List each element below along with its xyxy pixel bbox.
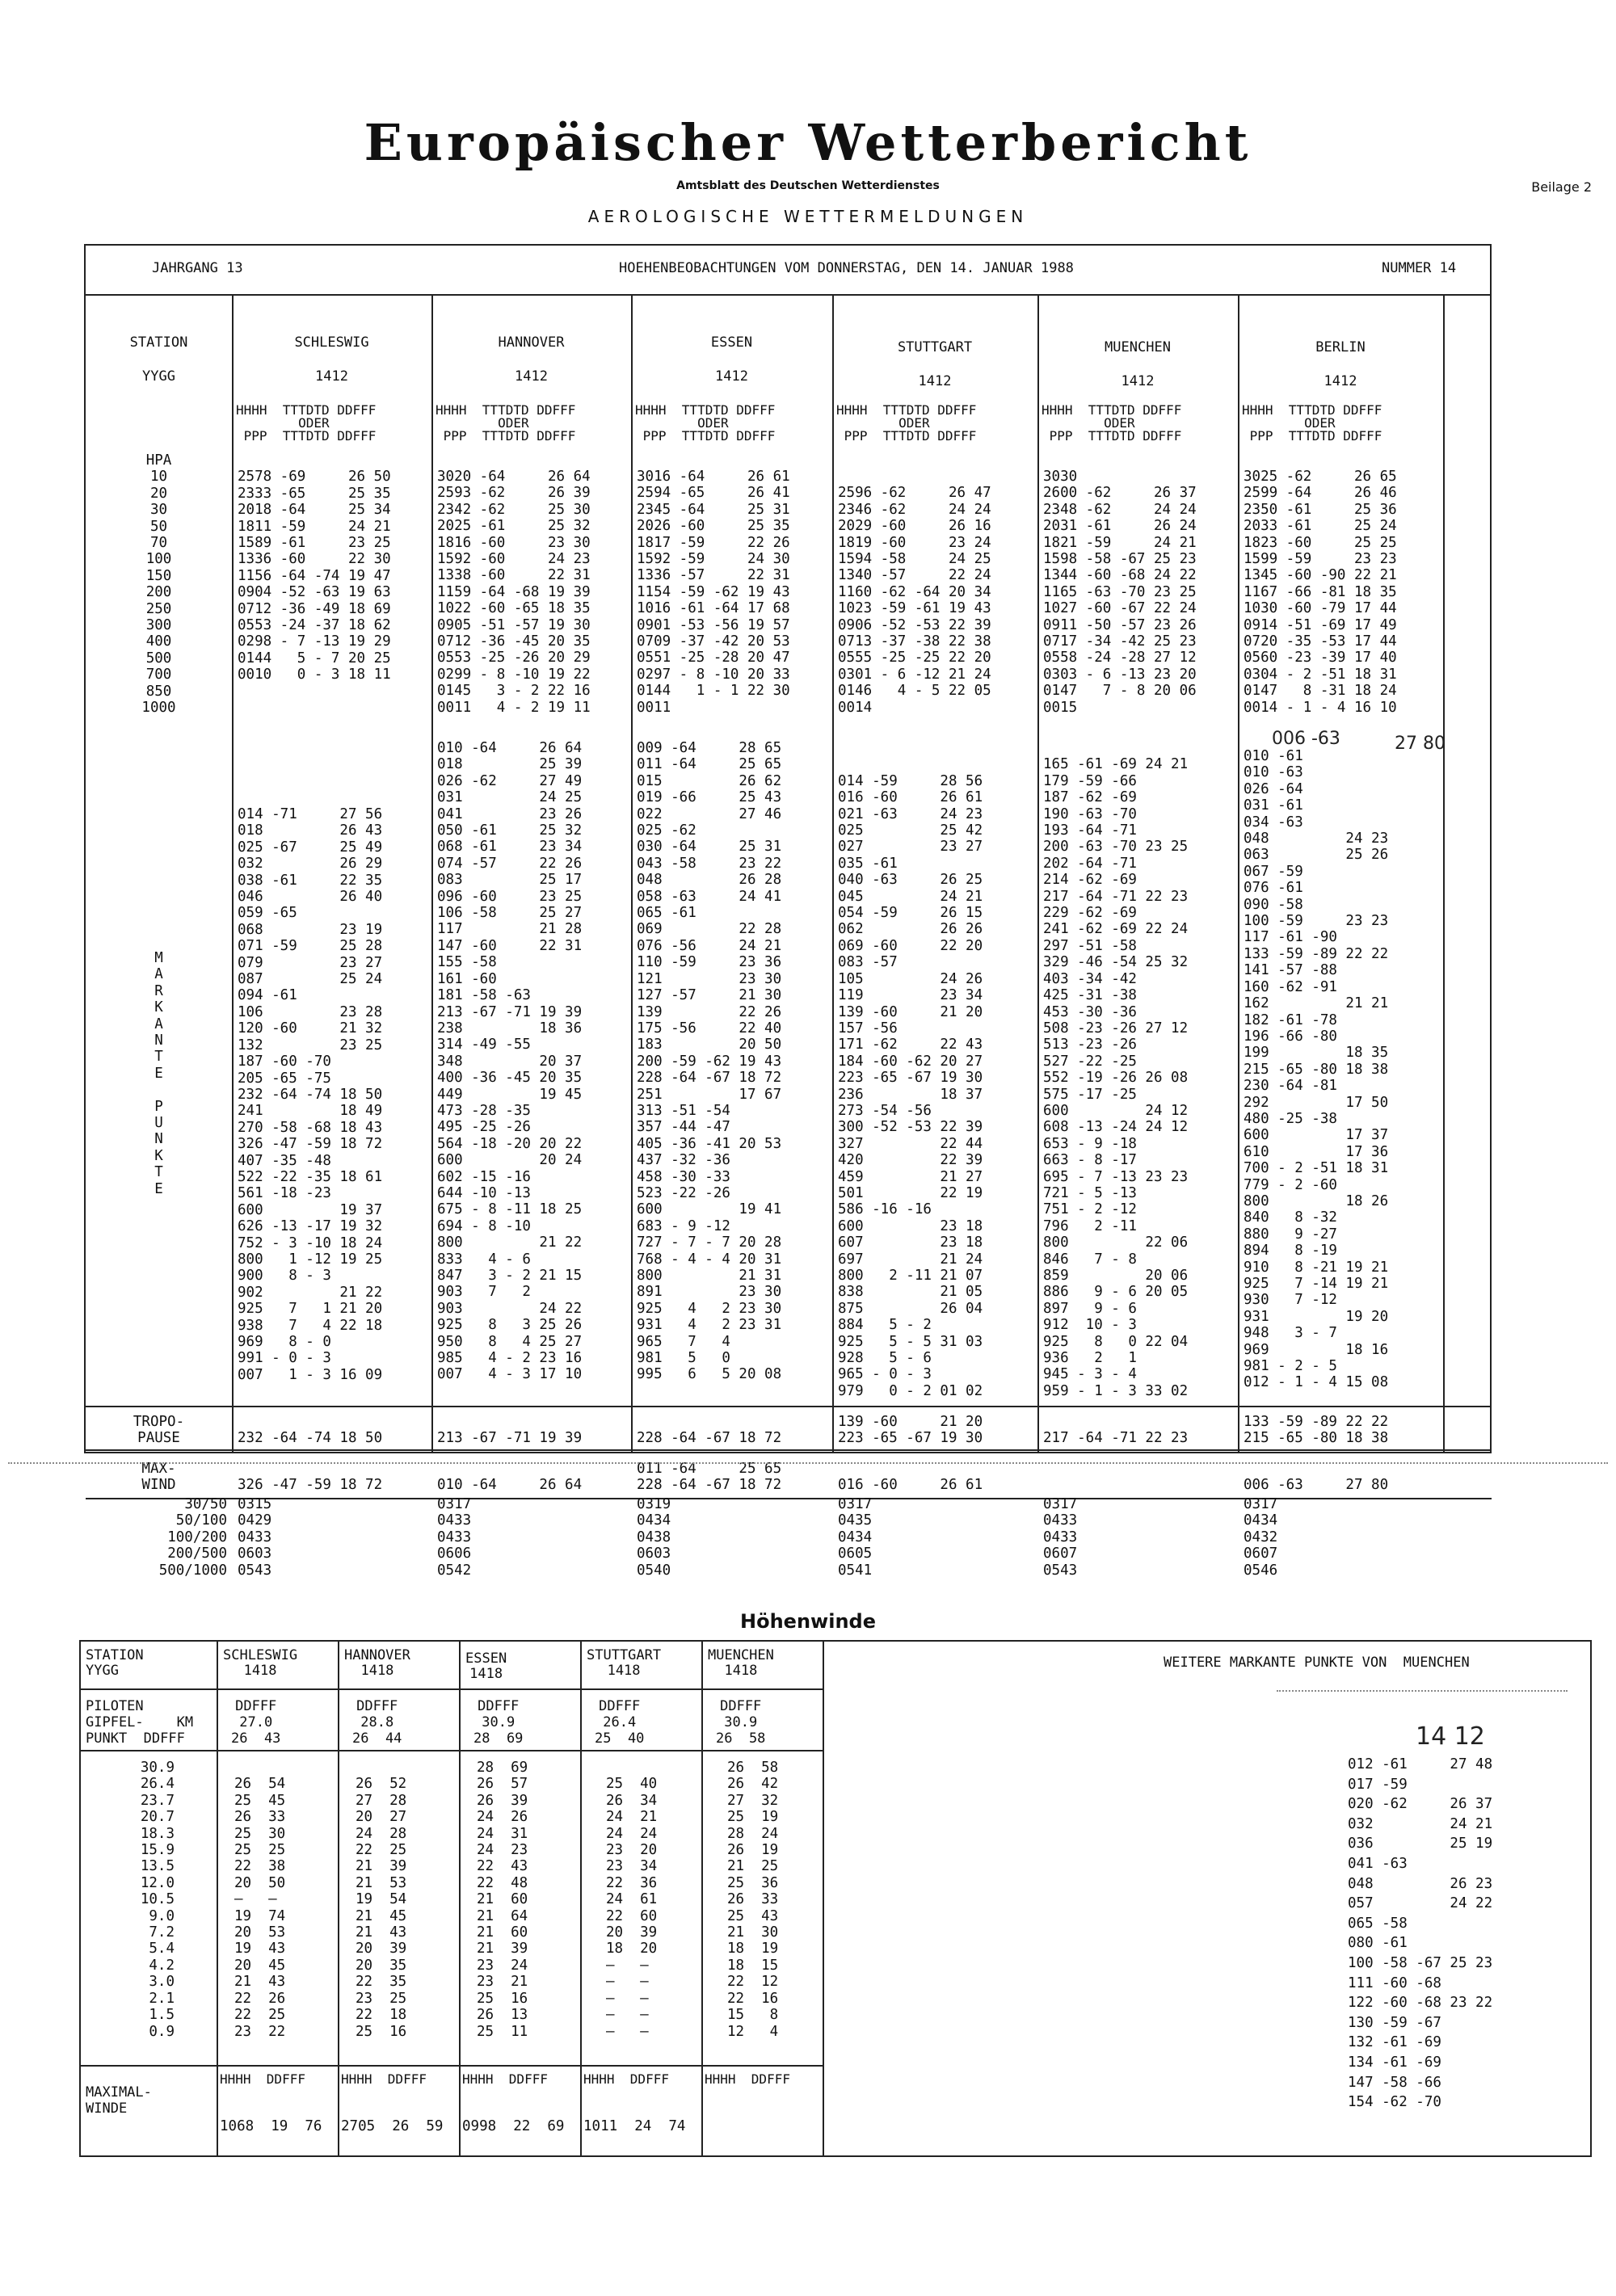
hw-maxhead-essen: HHHH DDFFF [462,2071,548,2087]
handwritten-berlin-mark-value: 27 80 [1395,734,1446,754]
tropo-schleswig: 232 -64 -74 18 50 [238,1430,383,1447]
aerologische-heading: AEROLOGISCHE WETTERMELDUNGEN [587,207,1029,226]
station-berlin: BERLIN [1315,339,1366,355]
markante-berlin: 010 -61 010 -63 026 -64 031 -61 034 -63 048 24 23 063 25 26 067 -59 076 -61 090 -58 100 -59 23 23 117 -61 -90 133 -59 -89 22 22 141 -57 -88 160 -62 -91 162 21 21 182 -61 -78 196 -66 -80 199 18 35 215 -65 -80 18 38 230 -64 -81 292 17 50 480 -25 -38 600 17 37 610 17 36 700 - 2 -51 18 31 779 - 2 -60 800 18 26 840 8 -32 880 9 -27 894 8 -19 910 8 -21 19 21 925 7 -14 19 21 930 7 -12 931 19 20 948 3 - 7 969 18 16 981 - 2 - 5 012 - 1 - 4 15 08 [1244,748,1389,1391]
hw-max-schleswig: 1068 19 76 [220,2118,322,2134]
tropo-stuttgart: 139 -60 21 20 223 -65 -67 19 30 [838,1414,983,1447]
page-title: Europäischer Wetterbericht [364,113,1252,172]
observation-date: HOEHENBEOBACHTUNGEN VOM DONNERSTAG, DEN 14. JANUAR 1988 [619,260,1074,276]
hw-head-hannover: DDFFF 28.8 26 44 [352,1698,402,1747]
hw-maxhead-stuttgart: HHHH DDFFF [583,2071,669,2087]
maxwind-berlin: 006 -63 27 80 [1244,1477,1389,1494]
hw-station-muenchen: MUENCHEN 1418 [708,1647,774,1679]
hw-values-stuttgart: 25 40 26 34 24 21 24 24 23 20 23 34 22 36 24 61 22 60 20 39 18 20 – – – – – – – – – – [606,1776,658,2040]
colhead-schleswig: HHHH TTTDTD DDFFF ODER PPP TTTDTD DDFFF [236,402,377,444]
yygg-muenchen: 1412 [1121,373,1155,389]
hw-values-schleswig: 26 54 25 45 26 33 25 30 25 25 22 38 20 50 – – 19 74 20 53 19 43 20 45 21 43 22 26 22 25 23 22 [234,1776,286,2040]
tropo-berlin: 133 -59 -89 22 22 215 -65 -80 18 38 [1244,1414,1389,1447]
hw-head-stuttgart: DDFFF 26.4 25 40 [595,1698,645,1747]
markante-muenchen: 165 -61 -69 24 21 179 -59 -66 187 -62 -69 190 -63 -70 193 -64 -71 200 -63 -70 23 25 202 -64 -71 214 -62 -69 217 -64 -71 22 23 229 -62 -69 241 -62 -69 22 24 297 -51 -58 329 -46 -54 25 32 403 -34 -42 425 -31 -38 453 -30 -36 508 -23 -26 27 12 513 -23 -26 527 -22 -25 552 -19 -26 26 08 575 -17 -25 600 24 12 608 -13 -24 24 12 653 - 9 -18 663 - 8 -17 695 - 7 -13 23 23 721 - 5 -13 751 - 2 -12 796 2 -11 800 22 06 846 7 - 8 859 20 06 886 9 - 6 20 05 897 9 - 6 912 10 - 3 925 8 0 22 04 936 2 1 945 - 3 - 4 959 - 1 - 3 33 02 [1043,756,1189,1399]
hoehenwinde-title: Höhenwinde [740,1610,876,1633]
tropopause-label: TROPO- PAUSE [133,1414,185,1447]
hw-piloten-label: PILOTEN GIPFEL- KM PUNKT DDFFF [86,1698,194,1747]
layers-essen: 0319 0434 0438 0603 0540 [637,1496,671,1579]
std-levels-berlin: 3025 -62 26 65 2599 -64 26 46 2350 -61 25 36 2033 -61 25 24 1823 -60 25 25 1599 -59 23 23 1345 -60 -90 22 21 1167 -66 -81 18 35 1030 -60 -79 17 44 0914 -51 -69 17 49 0720 -35 -53 17 44 0560 -23 -39 17 40 0304 - 2 -51 18 31 0147 8 -31 18 24 0014 - 1 - 4 16 10 [1244,469,1397,716]
weitere-label: WEITERE MARKANTE PUNKTE VON MUENCHEN [1164,1655,1470,1671]
maxwind-stuttgart: 016 -60 26 61 [838,1477,983,1494]
std-levels-essen: 3016 -64 26 61 2594 -65 26 41 2345 -64 25 31 2026 -60 25 35 1817 -59 22 26 1592 -59 24 30 1336 -57 22 31 1154 -59 -62 19 43 1016 -61 -64 17 68 0901 -53 -56 19 57 0709 -37 -42 20 53 0551 -25 -28 20 47 0297 - 8 -10 20 33 0144 1 - 1 22 30 0011 [637,469,790,716]
table-header-row [86,246,1490,296]
hw-maxhead-schleswig: HHHH DDFFF [220,2071,305,2087]
hw-station-essen: ESSEN 1418 [465,1651,507,1682]
station-muenchen: MUENCHEN [1105,339,1171,355]
beilage-label: Beilage 2 [1531,179,1592,195]
layers-berlin: 0317 0434 0432 0607 0546 [1244,1496,1278,1579]
yygg-essen: 1412 [715,368,748,385]
hw-head-schleswig: DDFFF 27.0 26 43 [231,1698,281,1747]
hw-values-essen: 28 69 26 57 26 39 24 26 24 31 24 23 22 43 22 48 21 60 21 64 21 60 21 39 23 24 23 21 25 16 26 13 25 11 [477,1760,528,2040]
colhead-muenchen: HHHH TTTDTD DDFFF ODER PPP TTTDTD DDFFF [1042,402,1182,444]
station-essen: ESSEN [710,334,753,351]
hw-head-muenchen: DDFFF 30.9 26 58 [716,1698,766,1747]
hpa-levels: HPA 10 20 30 50 70 100 150 200 250 300 400 500 700 850 1000 [141,452,176,717]
colhead-stuttgart: HHHH TTTDTD DDFFF ODER PPP TTTDTD DDFFF [836,402,977,444]
std-levels-muenchen: 3030 2600 -62 26 37 2348 -62 24 24 2031 -61 26 24 1821 -59 24 21 1598 -58 -67 25 23 1344 -60 -68 24 22 1165 -63 -70 23 25 1027 -60 -67 22 24 0911 -50 -57 23 26 0717 -34 -42 25 23 0558 -24 -28 27 12 0303 - 6 -13 23 20 0147 7 - 8 20 06 0015 [1043,469,1197,716]
hw-station-stuttgart: STUTTGART 1418 [587,1647,662,1679]
colhead-berlin: HHHH TTTDTD DDFFF ODER PPP TTTDTD DDFFF [1242,402,1382,444]
tropo-muenchen: 217 -64 -71 22 23 [1043,1430,1189,1447]
hw-heights: 30.9 26.4 23.7 20.7 18.3 15.9 13.5 12.0 10.5 9.0 7.2 5.4 4.2 3.0 2.1 1.5 0.9 [140,1760,175,2040]
subtitle: Amtsblatt des Deutschen Wetterdienstes [676,179,940,192]
hw-maxhead-muenchen: HHHH DDFFF [705,2071,790,2087]
markante-stuttgart: 014 -59 28 56 016 -60 26 61 021 -63 24 23 025 25 42 027 23 27 035 -61 040 -63 26 25 045 24 21 054 -59 26 15 062 26 26 069 -60 22 20 083 -57 105 24 26 119 23 34 139 -60 21 20 157 -56 171 -62 22 43 184 -60 -62 20 27 223 -65 -67 19 30 236 18 37 273 -54 -56 300 -52 -53 22 39 327 22 44 420 22 39 459 21 27 501 22 19 586 -16 -16 600 23 18 607 23 18 697 21 24 800 2 -11 21 07 838 21 05 875 26 04 884 5 - 2 925 5 - 5 31 03 928 5 - 6 965 - 0 - 3 979 0 - 2 01 02 [838,772,983,1399]
markante-punkte-label: M A R K A N T E P U N K T E [154,950,163,1197]
hoehenwinde-table [79,1640,1592,2157]
hw-values-hannover: 26 52 27 28 20 27 24 28 22 25 21 39 21 53 19 54 21 45 21 43 20 39 20 35 22 35 23 25 22 18 25 16 [356,1776,407,2040]
markante-essen: 009 -64 28 65 011 -64 25 65 015 26 62 019 -66 25 43 022 27 46 025 -62 030 -64 25 31 043 -58 23 22 048 26 28 058 -63 24 41 065 -61 069 22 28 076 -56 24 21 110 -59 23 36 121 23 30 127 -57 21 30 139 22 26 175 -56 22 40 183 20 50 200 -59 -62 19 43 228 -64 -67 18 72 251 17 67 313 -51 -54 357 -44 -47 405 -36 -41 20 53 437 -32 -36 458 -30 -33 523 -22 -26 600 19 41 683 - 9 -12 727 - 7 - 7 20 28 768 - 4 - 4 20 31 800 21 31 891 23 30 925 4 2 23 30 931 4 2 23 31 965 7 4 981 5 0 995 6 5 20 08 [637,740,782,1383]
hw-max-stuttgart: 1011 24 74 [583,2118,686,2134]
tropo-hannover: 213 -67 -71 19 39 [437,1430,583,1447]
markante-hannover: 010 -64 26 64 018 25 39 026 -62 27 49 031 24 25 041 23 26 050 -61 25 32 068 -61 23 34 074 -57 22 26 083 25 17 096 -60 23 25 106 -58 25 27 117 21 28 147 -60 22 31 155 -58 161 -60 181 -58 -63 213 -67 -71 19 39 238 18 36 314 -49 -55 348 20 37 400 -36 -45 20 35 449 19 45 473 -28 -35 495 -25 -26 564 -18 -20 20 22 600 20 24 602 -15 -16 644 -10 -13 675 - 8 -11 18 25 694 - 8 -10 800 21 22 833 4 - 6 847 3 - 2 21 15 903 7 2 903 24 22 925 8 3 25 26 950 8 4 25 27 985 4 - 2 23 16 007 4 - 3 17 10 [437,740,583,1383]
jahrgang: JAHRGANG 13 [152,260,243,276]
hw-maximal-label: MAXIMAL- WINDE [86,2084,152,2117]
maxwind-label: MAX- WIND [141,1461,176,1494]
maxwind-schleswig: 326 -47 -59 18 72 [238,1477,383,1494]
layers-hannover: 0317 0433 0433 0606 0542 [437,1496,472,1579]
hw-station-label: STATION YYGG [86,1647,144,1679]
hw-maxhead-hannover: HHHH DDFFF [341,2071,427,2087]
layer-thickness-labels: 30/50 50/100 100/200 200/500 500/1000 [158,1496,227,1579]
std-levels-hannover: 3020 -64 26 64 2593 -62 26 39 2342 -62 25 30 2025 -61 25 32 1816 -60 23 30 1592 -60 24 23 1338 -60 22 31 1159 -64 -68 19 39 1022 -60 -65 18 35 0905 -51 -57 19 30 0712 -36 -45 20 35 0553 -25 -26 20 29 0299 - 8 -10 19 22 0145 3 - 2 22 16 0011 4 - 2 19 11 [437,469,591,716]
maxwind-essen: 011 -64 25 65 228 -64 -67 18 72 [637,1461,782,1494]
maxwind-hannover: 010 -64 26 64 [437,1477,583,1494]
hw-max-hannover: 2705 26 59 [341,2118,444,2134]
station-schleswig: SCHLESWIG [294,334,369,351]
layers-schleswig: 0315 0429 0433 0603 0543 [238,1496,272,1579]
hw-values-muenchen: 26 58 26 42 27 32 25 19 28 24 26 19 21 25 25 36 26 33 25 43 21 30 18 19 18 15 22 12 22 16 15 8 12 4 [727,1760,779,2040]
main-table [84,244,1492,1579]
std-levels-stuttgart: 2596 -62 26 47 2346 -62 24 24 2029 -60 26 16 1819 -60 23 24 1594 -58 24 25 1340 -57 22 24 1160 -62 -64 20 34 1023 -59 -61 19 43 0906 -52 -53 22 39 0713 -37 -38 22 38 0555 -25 -25 22 20 0301 - 6 -12 21 24 0146 4 - 5 22 05 0014 [838,485,991,716]
yygg-stuttgart: 1412 [918,373,952,389]
colhead-hannover: HHHH TTTDTD DDFFF ODER PPP TTTDTD DDFFF [436,402,576,444]
station-label: STATION [129,334,188,351]
hw-station-hannover: HANNOVER 1418 [344,1647,410,1679]
station-hannover: HANNOVER [498,334,565,351]
yygg-schleswig: 1412 [315,368,348,385]
std-levels-schleswig: 2578 -69 26 50 2333 -65 25 35 2018 -64 25 34 1811 -59 24 21 1589 -61 23 25 1336 -60 22 30 1156 -64 -74 19 47 0904 -52 -63 19 63 0712 -36 -49 18 69 0553 -24 -37 18 62 0298 - 7 -13 19 29 0144 5 - 7 20 25 0010 0 - 3 18 11 [238,469,391,683]
hw-head-essen: DDFFF 30.9 28 69 [473,1698,524,1747]
layers-muenchen: 0317 0433 0433 0607 0543 [1043,1496,1078,1579]
hw-max-essen: 0998 22 69 [462,2118,565,2134]
yygg-label: YYGG [142,368,175,385]
weitere-values: 012 -61 27 48 017 -59 020 -62 26 37 032 24 21 036 25 19 041 -63 048 26 23 057 24 22 065 -58 080 -61 100 -58 -67 25 23 111 -60 -68 122 -60 -68 23 22 130 -59 -67 132 -61 -69 134 -61 -69 147 -58 -66 154 -62 -70 [1348,1756,1493,2111]
colhead-essen: HHHH TTTDTD DDFFF ODER PPP TTTDTD DDFFF [635,402,776,444]
handwritten-berlin-mark: 006 -63 [1272,729,1340,749]
yygg-hannover: 1412 [515,368,548,385]
yygg-berlin: 1412 [1324,373,1357,389]
hw-station-schleswig: SCHLESWIG 1418 [223,1647,298,1679]
tropo-essen: 228 -64 -67 18 72 [637,1430,782,1447]
station-stuttgart: STUTTGART [897,339,973,355]
nummer: NUMMER 14 [1382,260,1457,276]
layers-stuttgart: 0317 0435 0434 0605 0541 [838,1496,873,1579]
handwritten-muenchen-extra: 14 12 [1416,1722,1485,1751]
markante-schleswig: 014 -71 27 56 018 26 43 025 -67 25 49 032 26 29 038 -61 22 35 046 26 40 059 -65 068 23 19 071 -59 25 28 079 23 27 087 25 24 094 -61 106 23 28 120 -60 21 32 132 23 25 187 -60 -70 205 -65 -75 232 -64 -74 18 50 241 18 49 270 -58 -68 18 43 326 -47 -59 18 72 407 -35 -48 522 -22 -35 18 61 561 -18 -23 600 19 37 626 -13 -17 19 32 752 - 3 -10 18 24 800 1 -12 19 25 900 8 - 3 902 21 22 925 7 1 21 20 938 7 4 22 18 969 8 - 0 991 - 0 - 3 007 1 - 3 16 09 [238,806,383,1383]
